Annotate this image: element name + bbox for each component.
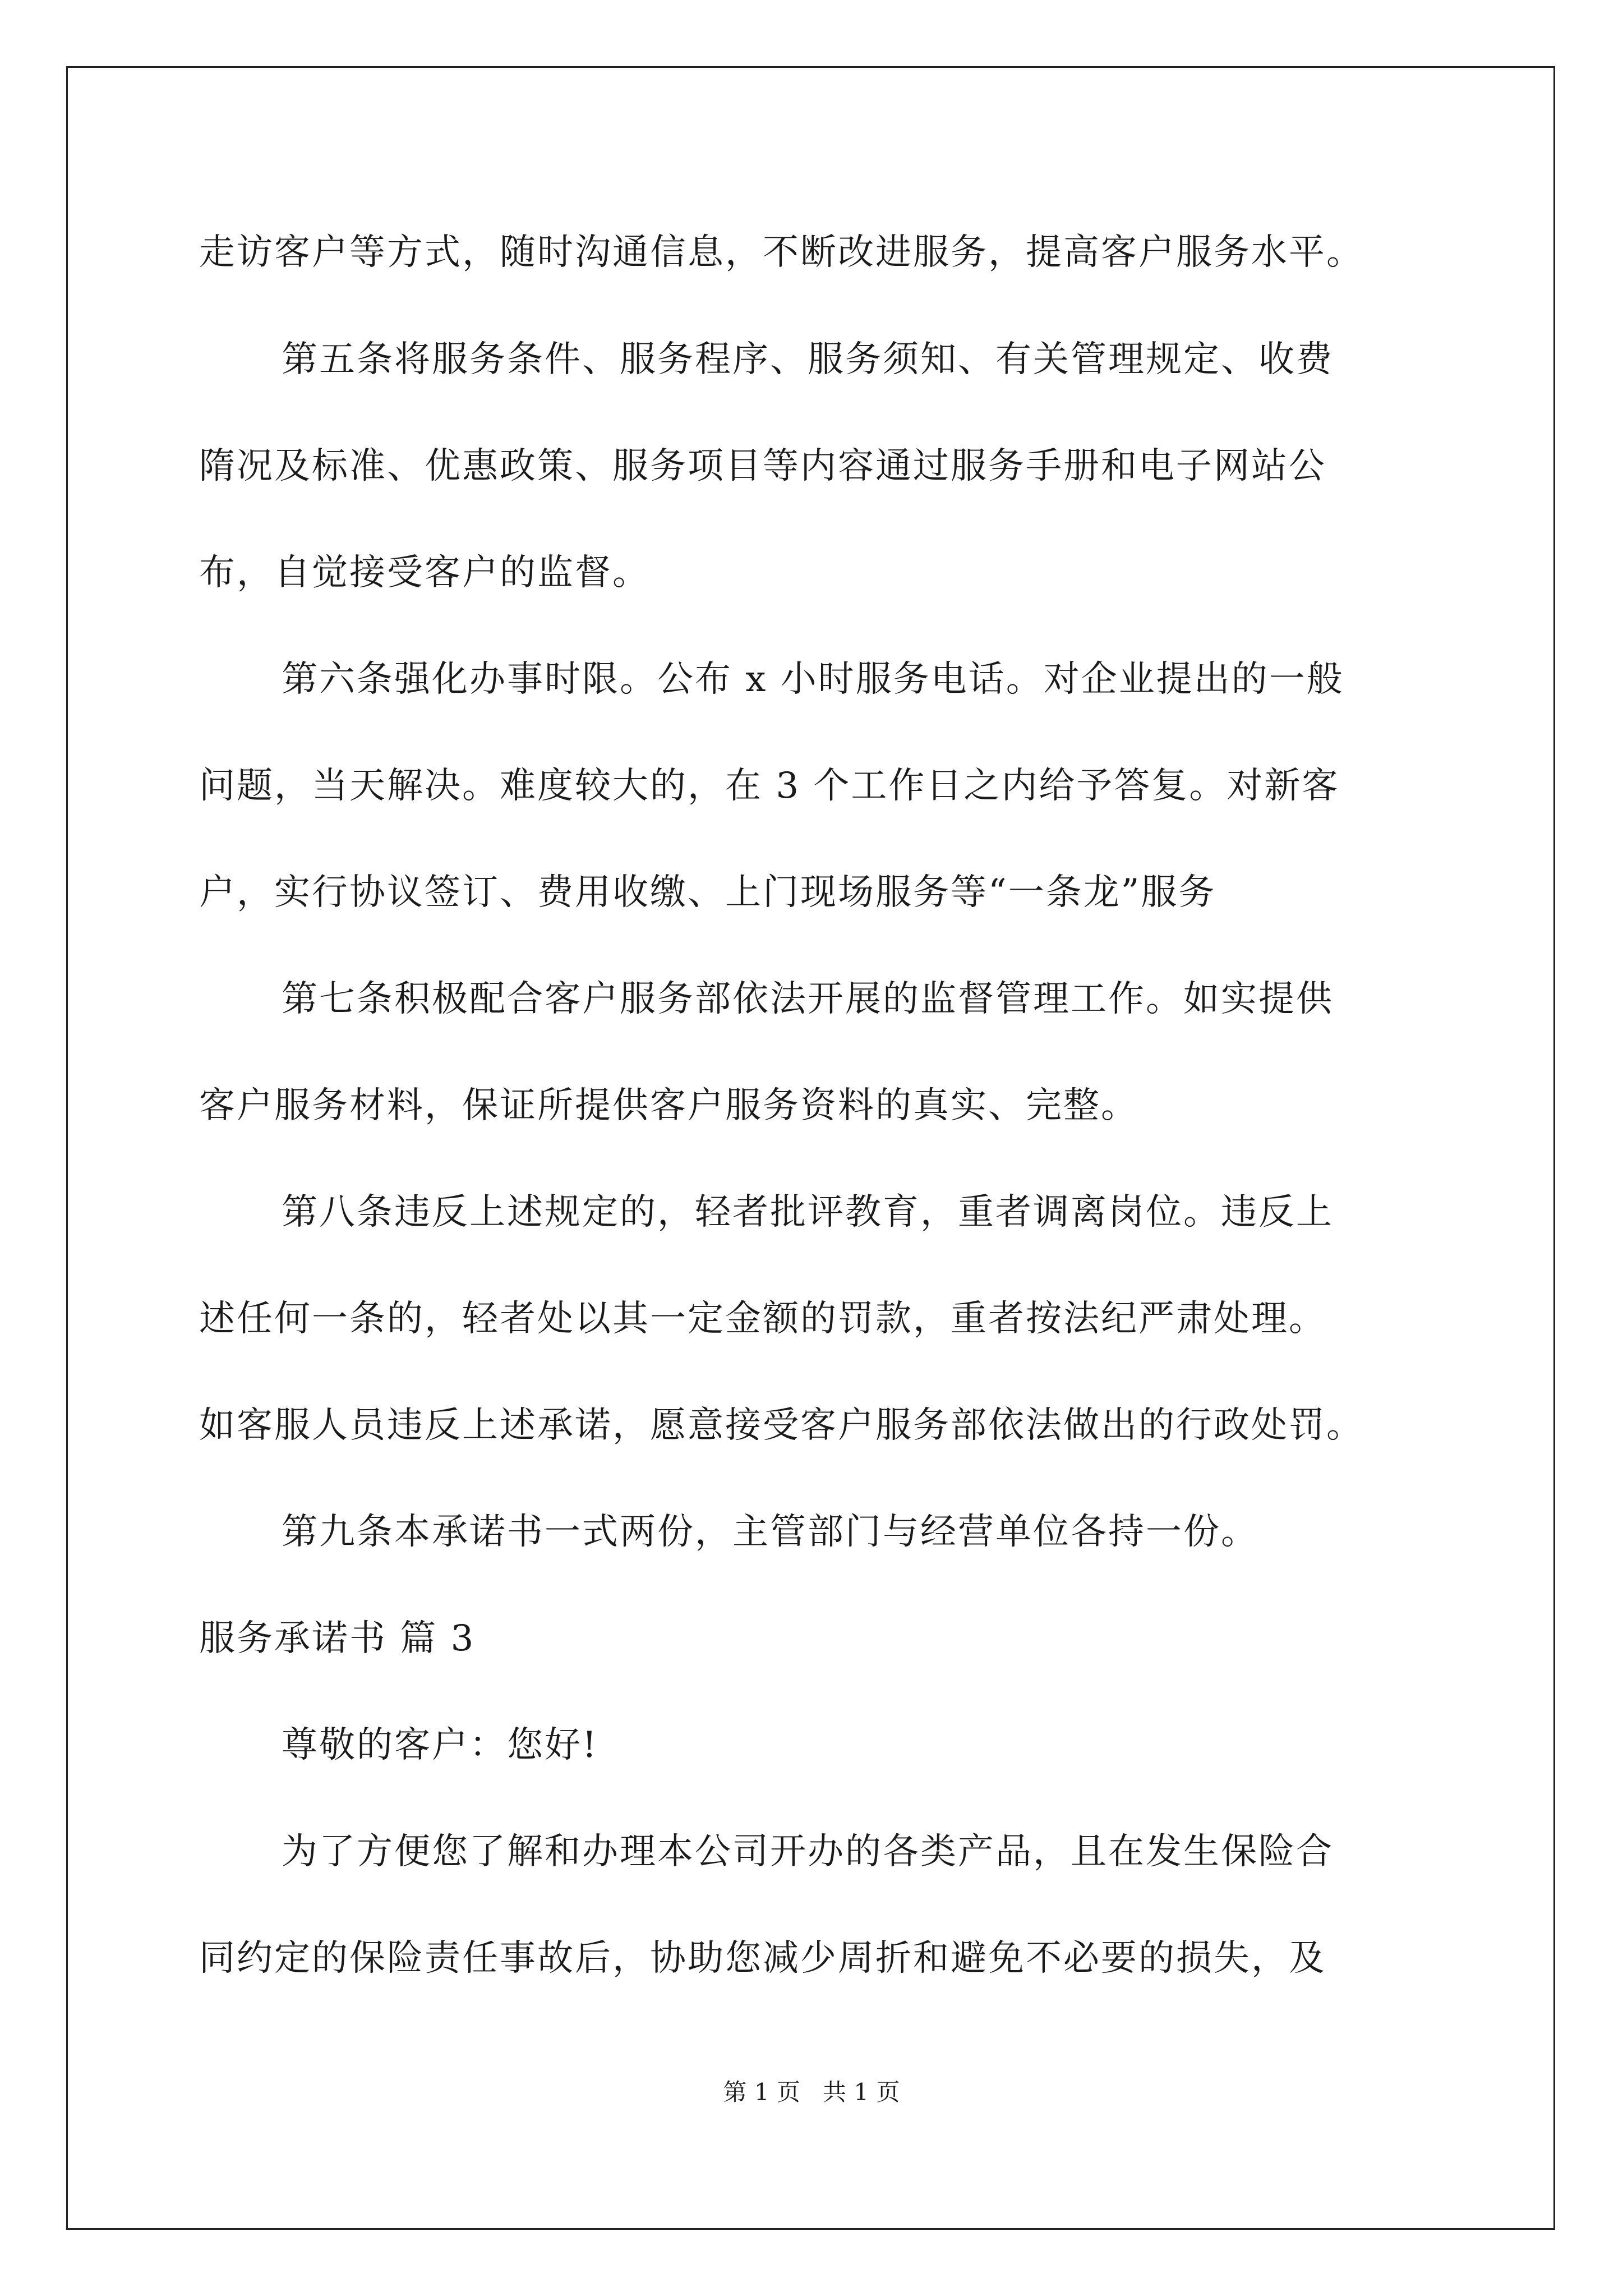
text-line: 客户服务材料，保证所提供客户服务资料的真实、完整。 [199,1085,1138,1126]
text-line: 隋况及标准、优惠政策、服务项目等内容通过服务手册和电子网站公 [199,445,1326,487]
text-line: 第九条本承诺书一式两份，主管部门与经营单位各持一份。 [282,1511,1258,1553]
text-line: 第六条强化办事时限。公布 x 小时服务电话。对企业提出的一般 [282,659,1344,700]
text-line: 走访客户等方式，随时沟通信息，不断改进服务，提高客户服务水平。 [199,232,1364,273]
text-line: 如客服人员违反上述承诺，愿意接受客户服务部依法做出的行政处罚。 [199,1405,1364,1446]
text-line: 户，实行协议签订、费用收缴、上门现场服务等“一条龙”服务 [199,872,1216,913]
text-line: 第五条将服务条件、服务程序、服务须知、有关管理规定、收费 [282,339,1334,380]
section-heading: 服务承诺书 篇 3 [199,1618,476,1659]
text-line: 述任何一条的，轻者处以其一定金额的罚款，重者按法纪严肃处理。 [199,1298,1326,1340]
text-line: 尊敬的客户：您好! [282,1724,598,1766]
text-line: 同约定的保险责任事故后，协助您减少周折和避免不必要的损失，及 [199,1938,1326,1979]
page-footer: 第 1 页 共 1 页 [723,2078,900,2106]
text-line: 问题，当天解决。难度较大的，在 3 个工作日之内给予答复。对新客 [199,765,1340,807]
text-line: 第八条违反上述规定的，轻者批评教育，重者调离岗位。违反上 [282,1191,1334,1233]
text-line: 第七条积极配合客户服务部依法开展的监督管理工作。如实提供 [282,978,1334,1020]
text-line: 布，自觉接受客户的监督。 [199,552,650,593]
text-line: 为了方便您了解和办理本公司开办的各类产品，且在发生保险合 [282,1831,1334,1872]
page-frame [66,66,1555,2230]
